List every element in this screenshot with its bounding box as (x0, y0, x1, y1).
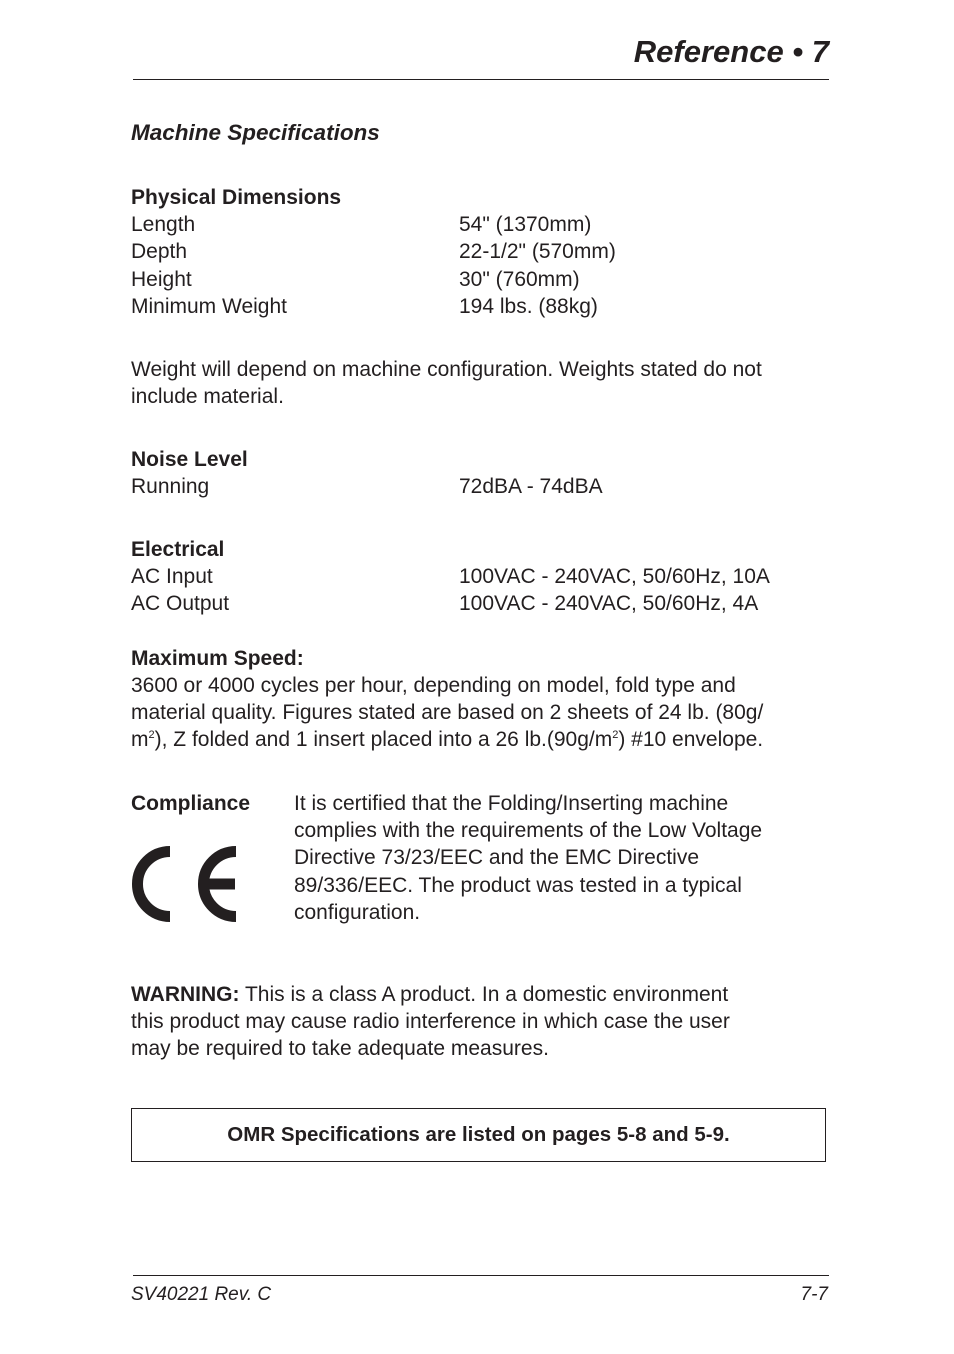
speed-line: $m^2$), Z folded and 1 insert placed into a 26 $lb.(90g/m^2)$ #10 envelope. (131, 728, 764, 752)
ce-mark-icon (130, 842, 240, 926)
compliance-line: configuration. (294, 900, 421, 924)
maximum-speed-heading: Maximum Speed: (131, 647, 304, 670)
warning-line: this product may cause radio interference in which case the user (131, 1010, 730, 1034)
speed-line: 3600 or 4000 cycles per hour, depending on model, fold type and (131, 674, 736, 697)
compliance-line: Directive 73/23/EEC and the EMC Directive (294, 846, 699, 870)
physical-dimensions-heading: Physical Dimensions (131, 186, 342, 209)
spec-label-length: Length (131, 213, 196, 236)
weight-note-line: Weight will depend on machine configuration. Weights stated do not (131, 358, 762, 381)
spec-label-ac-input: AC Input (131, 565, 213, 588)
footer-doc-id: SV40221 Rev. C (131, 1284, 272, 1305)
spec-label-running: Running (131, 475, 210, 498)
omr-note-box (131, 1108, 826, 1162)
compliance-heading: Compliance (131, 792, 251, 815)
warning-line: WARNING: This is a class A product. In a domestic environment (131, 983, 729, 1006)
compliance-line: 89/336/EEC. The product was tested in a typical (294, 873, 742, 897)
warning-label: WARNING: (131, 983, 240, 1006)
page-header-title: Reference • 7 (633, 34, 829, 69)
spec-label-ac-output: AC Output (131, 592, 230, 615)
maximum-speed-text (131, 672, 831, 754)
warning-text (131, 981, 831, 1063)
spec-value-ac-input: 100VAC - 240VAC, 50/60Hz, 10A (459, 565, 770, 588)
spec-label-depth: Depth (131, 240, 188, 263)
header-rule (133, 79, 829, 80)
spec-value-depth: 22-1/2" (570mm) (459, 240, 616, 263)
omr-note-text: OMR Specifications are listed on pages 5-8 and 5-9. (227, 1123, 730, 1146)
weight-note (131, 356, 831, 410)
spec-label-height: Height (131, 268, 192, 291)
section-title: Machine Specifications (131, 120, 380, 145)
electrical-heading: Electrical (131, 538, 225, 561)
compliance-line: It is certified that the Folding/Inserting machine (294, 792, 729, 815)
weight-note-line: include material. (131, 385, 284, 409)
spec-value-height: 30" (760mm) (459, 268, 580, 291)
noise-level-heading: Noise Level (131, 448, 248, 471)
footer-rule (133, 1275, 829, 1276)
speed-line: material quality. Figures stated are based on 2 sheets of 24 lb. (80g/ (131, 701, 764, 725)
spec-value-weight: 194 lbs. (88kg) (459, 295, 598, 318)
compliance-text (294, 790, 814, 926)
footer-page-number: 7-7 (800, 1284, 828, 1305)
spec-value-ac-output: 100VAC - 240VAC, 50/60Hz, 4A (459, 592, 759, 615)
spec-label-weight: Minimum Weight (131, 295, 287, 318)
spec-value-length: 54" (1370mm) (459, 213, 592, 236)
warning-line: may be required to take adequate measures. (131, 1037, 549, 1061)
compliance-line: complies with the requirements of the Low Voltage (294, 819, 763, 843)
spec-value-running: 72dBA - 74dBA (459, 475, 603, 498)
